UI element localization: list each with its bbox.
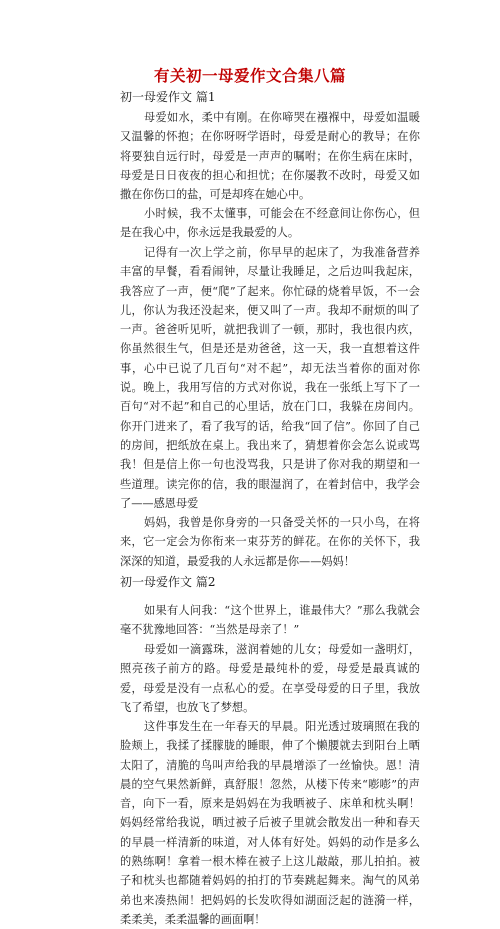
paragraph-2-2: 母爱如一滴露珠，滋润着她的儿女；母爱如一盏明灯，照亮孩子前方的路。母爱是最纯朴的爱，母爱是最真诚的爱，母爱是没有一点私心的爱。在享受母爱的日子里，我放飞了希望，也放飞了梦想。 bbox=[120, 643, 420, 714]
section-heading-2: 初一母爱作文 篇2 bbox=[120, 575, 216, 589]
paragraph-2-3: 这件事发生在一年春天的早晨。阳光透过玻璃照在我的脸颊上，我揉了揉朦胧的睡眼，伸了个懒腰就去到阳台上晒太阳了，清脆的鸟叫声给我的早晨增添了一丝愉快。恩！清晨的空气果然新鲜，真舒服！忽然，从楼下传来“嘭嘭”的声音，向下一看，原来是妈妈在为我晒被子、床单和枕头啊！妈妈经常给我说，晒过被子后被子里就会散发出一种和春天的早晨一样清新的味道，对人体有好处。妈妈的动作是多么的熟练啊！拿着一根木棒在被子上这儿敲敲，那儿拍拍。被子和枕头也都随着妈妈的拍打的节奏跳起舞来。淘气的风弟弟也来凑热闹！把妈妈的长发吹得如湖面泛起的涟漪一样，柔柔美，柔柔温馨的画面啊！ bbox=[120, 720, 420, 926]
paragraph-2-1: 如果有人问我：“这个世界上，谁最伟大？”那么我就会毫不犹豫地回答：“当然是母亲了！” bbox=[120, 604, 420, 637]
document-title: 有关初一母爱作文合集八篇 bbox=[153, 67, 346, 85]
paragraph-1-2: 小时候，我不太懂事，可能会在不经意间让你伤心，但是在我心中，你永远是我最爱的人。 bbox=[120, 207, 420, 240]
section-heading-1: 初一母爱作文 篇1 bbox=[120, 90, 216, 104]
paragraph-1-3: 记得有一次上学之前，你早早的起床了，为我准备营养丰富的早餐，看看闹钟，尽量让我睡足，之后边叫我起床，我答应了一声，便“爬”了起来。你忙碌的烧着早饭，不一会儿，你认为我还没起来，便又叫了一声。我却不耐烦的叫了一声。爸爸听见听，就把我训了一顿，那时，我也很内疚，你虽然很生气，但是还是劝爸爸，这一天，我一直想着这件事，心中已说了几百句“对不起”，却无法当着你的面对你说。晚上，我用写信的方式对你说，我在一张纸上写下了一百句“对不起”和自己的心里话，放在门口，我躲在房间内。你开门进来了，看了我写的话，给我“回了信”。你回了自己的房间，把纸放在桌上。我出来了，猜想着你会怎么说或骂我！但是信上你一句也没骂我，只是讲了你对我的期望和一些道理。读完你的信，我的眼湿润了，在着封信中，我学会了——感恩母爱 bbox=[120, 246, 420, 510]
paragraph-1-4: 妈妈，我曾是你身旁的一只备受关怀的一只小鸟，在将来，它一定会为你衔来一束芬芳的鲜花。在你的关怀下，我深深的知道，最爱我的人永远都是你——妈妈！ bbox=[120, 516, 420, 568]
paragraph-1-1: 母爱如水，柔中有刚。在你啼哭在襁褓中，母爱如温暖又温馨的怀抱；在你呀呀学语时，母爱是耐心的教导；在你将要独自远行时，母爱是一声声的嘱咐；在你生病在床时，母爱是日日夜夜的担心和担忧；在你屡教不改时，母爱又如撒在你伤口的盐，可是却疼在她心中。 bbox=[120, 111, 420, 202]
